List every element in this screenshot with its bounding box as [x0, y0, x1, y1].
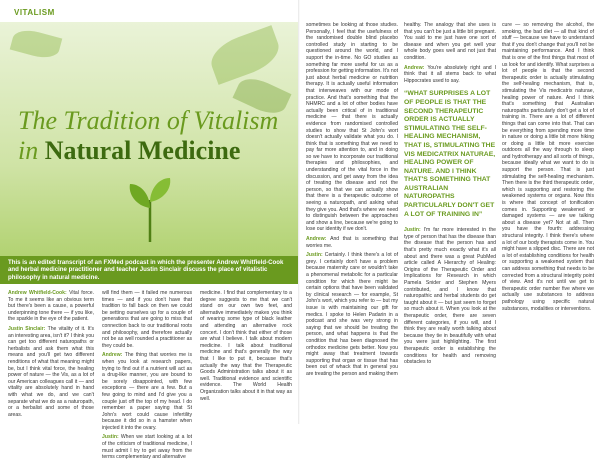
paragraph-text: The thing that worries me is when you look at research papers, trying to find out if a nutrient will act as a drug-like manner, you are bound to be sorely disappointed, with few exceptions — there are a few. But a few going to mind and I'd give you a couple just off the top of my head. I do remember a paper saying that St John's wort could cause infertility because it did so in a hamster when injected it into the ovary. — [102, 352, 192, 431]
column-right-2 — [404, 22, 496, 418]
body-paragraph — [306, 22, 398, 233]
paragraph-text: healthy. The analogy that she uses is that you can't be just a little bit pregnant. You said to me just have one sort of disease and when you get well your whole body goes well and not just that condition. — [404, 22, 496, 61]
column-right-1 — [306, 22, 398, 418]
body-paragraph — [8, 290, 94, 323]
paragraph-text: Certainly. I think there's a lot of grey. I certainly don't have a problem because maternity care or wouldn't take a phenomenal metabolic for a particular condition for which there might be certain options that have been validated by clinical research — for example, St John's wort, which you refer to — but my issue is with maintaining our gift for medics. I spoke to Helen Padarin in a podcast and she was very strong in saying that we should be treating the person, and what happens is that the condition that has been diagnosed the orthodox medicine gets better. Now you might away that treatment towards supporting that organ or tissue that has been out of whack that in general you are treating the person and making them — [306, 252, 398, 377]
sprout-icon — [120, 172, 180, 242]
paragraph-text: sometimes be looking at those studies. Personally, I feel that the usefulness of the randomised double blind placebo controlled study in starting to be questioned around the world, and I support the in-time. No GO studies as something far more useful for us as a profession for getting information. It's not just about herbal medicine or nutrition therapy. It is actually useful information that interweaves with our mode of practice. And that's something that the NHMRC and a lot of other bodies have actually been critical of in traditional medicine — that there is actually evidence from randomised controlled studies to show that St John's wort doesn't actually validate what you do. I think that is something that we need to pay far more attention to, and in doing so we have to incorporate our traditional therapies and philosophies, and understanding of the vital force in the discussion, and get away from the idea of treating the disease and not the person, so that we can actually show that there is a therapeutic outcome of seeing a naturopath, and asking what they give you. And that's where we need to distinguish between the approaches and show a line, because we're going to lose our identity if we don't. — [306, 22, 398, 233]
paragraph-text: cure — so removing the alcohol, the smoking, the bad diet — all that kind of stuff — because we have to understand that if you don't change that you'll not be maintaining performance. And I think that is one of the first things that most of us look for and identify. What surprises a lot of people is that the second therapeutic order is actually stimulating the self-healing mechanism, that is, stimulating the Vis medicatrix naturae, healing power of nature. And I think that's something that Australian naturopaths particularly don't get a lot of training in. There are a lot of different things that can come into that. That can be everything from spending more time in nature or doing a little bit more hiking or doing a little bit more exercise outdoors all the way through to sleep and hydrotherapy and all sorts of things, because ideally what we want to do is support the person. That is just stimulating the self-healing mechanism. Then there is the third therapeutic order, which is supporting and restoring the weakened systems or organs. Now this is where that concept of tonification comes in. Supporting weakened or damaged systems — are we talking about a disease yet? Not at all. Then you have the fourth: addressing structural integrity. I think there's where a lot of our body therapists come in. You might have a slipped disc. There are not a lot of establishing conditions for health or supporting a weakened system that can address something that needs to be corrected from a structural integrity point of view. And it's not until we get to therapeutic order number five where we actually use substances to address pathology using specific natural substances, modalities or interventions. — [502, 22, 594, 312]
body-paragraph — [102, 352, 192, 431]
column-left-2 — [102, 290, 192, 461]
leaf-decoration — [10, 26, 63, 62]
speaker-name: Andrew: — [404, 64, 428, 71]
body-paragraph — [404, 65, 496, 85]
column-right-3 — [502, 22, 594, 418]
speaker-name: Justin: — [404, 227, 424, 234]
pull-quote: “WHAT SURPRISES A LOT OF PEOPLE IS THAT THE SECOND THERAPEUTIC ORDER IS ACTUALLY STIMULATING THE SELF-HEALING MECHANISM, THAT IS, STIMULATING THE VIS MEDICATRIX NATURAE, HEALING POWER OF NATURE. AND I THINK THAT'S SOMETHING THAT AUSTRALIAN NATUROPATHS PARTICULARLY DON'T GET A LOT OF TRAINING IN” — [404, 90, 496, 218]
title-prefix: in — [18, 136, 45, 165]
paragraph-text: When we start looking at a lot of the criticism of traditional medicine, I must admit I try to get away from the terms complementary and alternative — [102, 434, 192, 461]
speaker-name: Justin: — [102, 434, 121, 441]
speaker-name: Justin Sinclair: — [8, 325, 48, 332]
body-paragraph — [306, 252, 398, 377]
body-paragraph — [8, 326, 94, 418]
speaker-name: Justin: — [306, 252, 325, 259]
title-line-2 — [18, 136, 288, 166]
column-left-3 — [200, 290, 292, 418]
body-paragraph — [102, 434, 192, 460]
paragraph-text: I'm far more interested in the type of person that has the disease than the disease that the person has and that's pretty much exactly what it's all about and there was a great PubMed article called A Hierarchy of Healing: Origins of the Therapeutic Order and Implications for Research in which Pamela Snider and Stephen Myers contributed, and I know that naturopathic and herbal students do get taught about it — but just seem to forget so much about it. When you look at the therapeutic order, there are seven different categories, if you will, and I think they are really worth talking about because they tie in beautifully with what you were just highlighting. The first therapeutic order is establishing the conditions for health and removing obstacles to — [404, 227, 496, 366]
body-paragraph — [404, 227, 496, 365]
paragraph-text: medicine. I find that complementary to a degree suggests to me that we can't stand on our own two feet, and alternative immediately makes you think of wearing some type of black leather and attending an alternative rock concert. I don't think that either of those are what I believe. I talk about modern medicine. I talk about traditional medicine and that's generally the way that I like to put it, because that's actually the way that the Therapeutic Goods Administration talks about it as well. Traditional evidence and scientific evidence. The World Health Organization talks about it in that way as well. — [200, 290, 292, 402]
speaker-name: Andrew: — [102, 352, 125, 359]
speaker-name: Andrew Whitfield-Cook: — [8, 290, 70, 296]
paragraph-text: The vitality of it. It's an interesting area, isn't it? I think you can get too different naturopaths or herbalists and ask them what this means and you'll get two different renditions of what that meaning might be, but I think vital force, the healing power of nature — the Vis, as a lot of our American colleagues call it — and vitality are absolutely hand in hand with what we do, and we can't separate what we do as a naturopath, or a herbalist and some of those areas. — [8, 325, 94, 418]
article-title — [18, 106, 288, 166]
intro-standfirst: This is an edited transcript of an FXMed podcast in which the presenter Andrew Whitfield-Cook and herbal medicine practitioner and teacher Justin Sinclair discuss the place of vitalistic philosophy in natural medicine. — [0, 256, 300, 284]
body-paragraph — [404, 22, 496, 62]
paragraph-text: And that is something that worries me. — [306, 236, 398, 249]
title-line-1: The Tradition of Vitalism — [18, 106, 279, 135]
leaf-decoration — [206, 25, 285, 85]
body-paragraph — [102, 290, 192, 349]
section-label: VITALISM — [14, 8, 55, 17]
paragraph-text: will find them — it failed me numerous times — and if you don't have that tradition to fall back on then we could be setting ourselves up for a couple of generations that are going to miss that connection back to our traditional roots and philosophy, and therefore actually not be as well rounded a practitioner as they could be. — [102, 290, 192, 349]
title-emphasis: Natural Medicine — [44, 136, 241, 165]
hero-image — [0, 22, 300, 284]
body-paragraph — [200, 290, 292, 402]
right-page — [300, 0, 600, 424]
body-paragraph — [502, 22, 594, 312]
paragraph-text: You're absolutely right and I think that it all stems back to what Hippocrates used to say. — [404, 64, 496, 84]
speaker-name: Andrew: — [306, 236, 331, 242]
column-left-1 — [8, 290, 94, 418]
paragraph-text: Vital force. To me it seems like an obvious term but there's been a cause, a powerful underpinning tone there — if you like, the sparkle in the eye of the patient. — [8, 290, 94, 323]
body-paragraph — [306, 236, 398, 249]
